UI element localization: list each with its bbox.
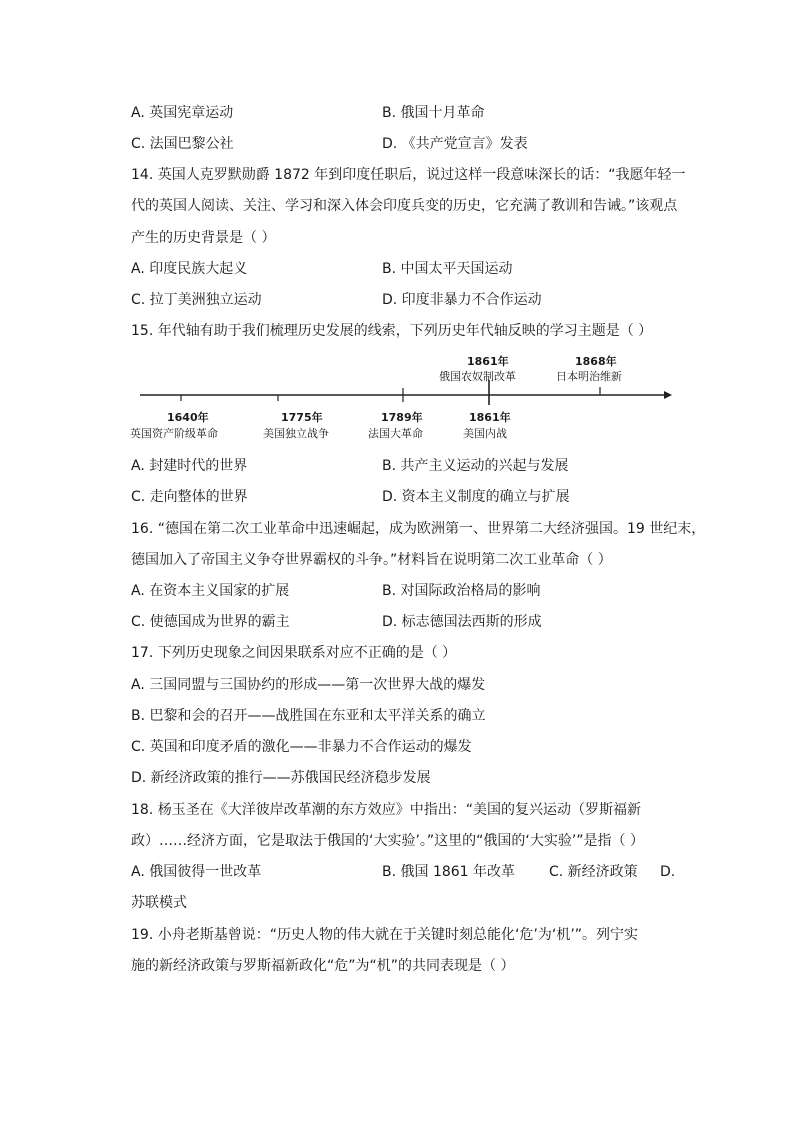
q15-option-b: B. 共产主义运动的兴起与发展: [382, 458, 569, 474]
q15-stem-line1: 15. 年代轴有助于我们梳理历史发展的线索，下列历史年代轴反映的学习主题是（ ）: [131, 323, 653, 339]
above-event-meiji: 日本明治维新: [556, 370, 622, 383]
q16-option-c: C. 使德国成为世界的霸主: [131, 614, 290, 630]
q14-option-a: A. 印度民族大起义: [131, 261, 248, 277]
q18-option-a: A. 俄国彼得一世改革: [131, 864, 262, 880]
q18-stem-line2: 政）……经济方面，它是取法于俄国的‘大实验’。”这里的“俄国的‘大实验’”是指（ ）: [131, 833, 645, 849]
q16-option-b: B. 对国际政治格局的影响: [382, 583, 541, 599]
q14-option-d: D. 印度非暴力不合作运动: [382, 292, 542, 308]
q14-stem-line3: 产生的历史背景是（ ）: [131, 230, 276, 246]
q14-option-c: C. 拉丁美洲独立运动: [131, 292, 262, 308]
q15-option-d: D. 资本主义制度的确立与扩展: [382, 489, 570, 505]
above-event-russia-reform: 俄国农奴制改革: [439, 370, 516, 383]
q19-stem-line1: 19. 小舟老斯基曾说：“历史人物的伟大就在于关键时刻总能化‘危’为‘机’”。列宁实: [131, 927, 639, 943]
q18-option-d-continued: 苏联模式: [131, 895, 187, 911]
q13-option-d: D. 《共产党宣言》发表: [382, 136, 528, 152]
above-year-1861: 1861年: [467, 355, 509, 368]
above-year-1868: 1868年: [575, 355, 617, 368]
q15-option-a: A. 封建时代的世界: [131, 458, 248, 474]
q16-stem-line1: 16. “德国在第二次工业革命中迅速崛起，成为欧洲第一、世界第二大经济强国。19 世纪末，: [131, 521, 706, 537]
below-year-1775: 1775年: [281, 411, 323, 424]
q16-option-d: D. 标志德国法西斯的形成: [382, 614, 542, 630]
q16-stem-line2: 德国加入了帝国主义争夺世界霸权的斗争。”材料旨在说明第二次工业革命（ ）: [131, 552, 612, 568]
q14-stem-line2: 代的英国人阅读、关注、学习和深入体会印度兵变的历史，它充满了教训和告诫。”该观点: [131, 198, 678, 214]
q13-option-c: C. 法国巴黎公社: [131, 136, 234, 152]
timeline-arrow-icon: [664, 391, 672, 399]
q18-option-d: D.: [660, 864, 676, 880]
q13-option-a: A. 英国宪章运动: [131, 105, 234, 121]
below-event-american-independence: 美国独立战争: [263, 427, 329, 440]
q19-stem-line2: 施的新经济政策与罗斯福新政化“危”为“机”的共同表现是（ ）: [131, 958, 515, 974]
below-year-1861: 1861年: [469, 411, 511, 424]
q15-option-c: C. 走向整体的世界: [131, 489, 248, 505]
q14-stem-line1: 14. 英国人克罗默勋爵 1872 年到印度任职后，说过这样一段意味深长的话：“我愿年轻一: [131, 167, 686, 183]
below-event-english-revolution: 英国资产阶级革命: [130, 427, 218, 440]
below-event-french-revolution: 法国大革命: [368, 427, 423, 440]
below-year-1789: 1789年: [381, 411, 423, 424]
q13-option-b: B. 俄国十月革命: [382, 105, 485, 121]
timeline-figure: [126, 350, 676, 445]
q17-option-b: B. 巴黎和会的召开——战胜国在东亚和太平洋关系的确立: [131, 708, 486, 724]
q17-stem-line1: 17. 下列历史现象之间因果联系对应不正确的是（ ）: [131, 645, 457, 661]
q18-option-b: B. 俄国 1861 年改革: [382, 864, 516, 880]
below-event-american-civil-war: 美国内战: [463, 427, 507, 440]
q17-option-d: D. 新经济政策的推行——苏俄国民经济稳步发展: [131, 770, 431, 786]
q16-option-a: A. 在资本主义国家的扩展: [131, 583, 290, 599]
q17-option-c: C. 英国和印度矛盾的激化——非暴力不合作运动的爆发: [131, 739, 472, 755]
q14-option-b: B. 中国太平天国运动: [382, 261, 513, 277]
q17-option-a: A. 三国同盟与三国协约的形成——第一次世界大战的爆发: [131, 677, 486, 693]
below-year-1640: 1640年: [167, 411, 209, 424]
q18-stem-line1: 18. 杨玉圣在《大洋彼岸改革潮的东方效应》中指出：“美国的复兴运动（罗斯福新: [131, 802, 641, 818]
q18-option-c: C. 新经济政策: [549, 864, 638, 880]
